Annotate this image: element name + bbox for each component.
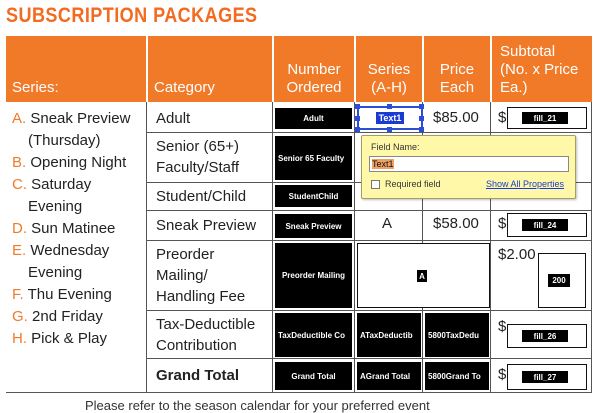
field-fill-26[interactable]: fill_26 <box>522 330 568 342</box>
field-name-input[interactable] <box>369 156 569 172</box>
sneak-price: $58.00 <box>433 215 479 232</box>
footer-text: Please refer to the season calendar for your preferred event <box>85 398 430 413</box>
category-student: Student/Child <box>156 188 247 205</box>
category-mailing: Mailing/ <box>156 267 208 284</box>
field-student-child[interactable]: StudentChild <box>275 185 352 207</box>
series-item: G. 2nd Friday <box>12 308 103 325</box>
resize-handle[interactable] <box>419 127 424 132</box>
category-grand-total: Grand Total <box>156 367 240 384</box>
field-sneak-preview[interactable]: Sneak Preview <box>275 214 352 238</box>
header-divider <box>422 36 424 102</box>
resize-handle[interactable] <box>355 127 360 132</box>
series-item: D. Sun Matinee <box>12 220 116 237</box>
series-list <box>12 108 130 350</box>
header-series: Series: <box>12 79 59 96</box>
category-senior: Senior (65+) <box>156 138 239 155</box>
field-properties-popup <box>361 135 576 199</box>
header-series-ah: Series (A-H) <box>367 61 411 96</box>
resize-handle[interactable] <box>419 104 424 109</box>
category-preorder: Preorder <box>156 246 215 263</box>
field-grand-total-price[interactable]: 5800Grand To <box>425 362 489 390</box>
show-all-properties-link[interactable]: Show All Properties <box>486 179 565 189</box>
category-sneak-preview: Sneak Preview <box>156 217 257 234</box>
header-divider <box>272 36 274 102</box>
grid-line <box>146 102 147 392</box>
grid-line <box>146 240 592 241</box>
field-fill-21[interactable]: fill_21 <box>522 112 568 124</box>
field-fill-27[interactable]: fill_27 <box>522 371 568 383</box>
header-number-ordered: Number Ordered <box>286 61 342 96</box>
grid-line <box>146 132 592 133</box>
series-item: F. Thu Evening <box>12 286 112 303</box>
field-preorder-mailing[interactable]: Preorder Mailing <box>275 243 352 308</box>
field-tax-series[interactable]: ATaxDeductib <box>357 313 421 357</box>
category-contribution: Contribution <box>156 337 237 354</box>
header-subtotal: Subtotal (No. x Price Ea.) <box>500 43 579 96</box>
grid-line <box>146 358 592 359</box>
series-item-cont: Evening <box>28 198 83 215</box>
series-item: E. Wednesday <box>12 242 110 259</box>
series-item: C. Saturday <box>12 176 92 193</box>
grid-line <box>354 102 355 392</box>
sneak-series-value: A <box>382 215 393 232</box>
resize-handle[interactable] <box>419 116 424 121</box>
grid-line <box>6 392 592 393</box>
grid-line <box>272 102 273 392</box>
field-200[interactable]: 200 <box>548 274 570 287</box>
header-price-each: Price Each <box>439 61 475 96</box>
field-grand-total-series[interactable]: AGrand Total <box>357 362 421 390</box>
field-fill-24[interactable]: fill_24 <box>522 219 568 231</box>
preorder-subtotal: $2.00 <box>498 246 536 263</box>
resize-handle[interactable] <box>355 104 360 109</box>
selected-field-text: Text1 <box>376 112 405 124</box>
dollar-sign: $ <box>498 109 507 126</box>
required-field-label: Required field <box>385 179 441 189</box>
required-field-checkbox[interactable] <box>371 180 380 189</box>
field-adult[interactable]: Adult <box>275 108 352 129</box>
grid-line <box>146 210 592 211</box>
field-senior-faculty[interactable]: Senior 65 Faculty <box>275 136 352 180</box>
field-grand-total[interactable]: Grand Total <box>275 362 352 390</box>
series-item: B. Opening Night <box>12 154 127 171</box>
header-divider <box>490 36 492 102</box>
series-item-cont: Evening <box>28 264 83 281</box>
grid-line <box>146 310 592 311</box>
category-tax-deductible: Tax-Deductible <box>156 316 256 333</box>
series-item: A. Sneak Preview <box>12 110 131 127</box>
header-category: Category <box>154 79 215 96</box>
field-preorder-a[interactable]: A <box>417 270 427 282</box>
series-item: H. Pick & Play <box>12 330 108 347</box>
resize-handle[interactable] <box>355 116 360 121</box>
adult-price: $85.00 <box>433 109 479 126</box>
page-title: SUBSCRIPTION PACKAGES <box>6 4 258 27</box>
category-adult: Adult <box>156 110 191 127</box>
field-tax-deductible[interactable]: TaxDeductible Co <box>275 313 352 357</box>
field-name-label: Field Name: <box>371 142 420 152</box>
resize-handle[interactable] <box>387 127 392 132</box>
header-divider <box>354 36 356 102</box>
field-tax-price[interactable]: 5800TaxDedu <box>425 313 489 357</box>
resize-handle[interactable] <box>387 104 392 109</box>
category-handling-fee: Handling Fee <box>156 288 246 305</box>
field-name-value: Text1 <box>372 159 394 169</box>
dollar-sign: $ <box>498 318 507 335</box>
category-faculty: Faculty/Staff <box>156 159 240 176</box>
grid-line <box>591 102 592 392</box>
header-divider <box>146 36 148 102</box>
series-item-cont: (Thursday) <box>28 132 101 149</box>
dollar-sign: $ <box>498 366 507 383</box>
dollar-sign: $ <box>498 215 507 232</box>
